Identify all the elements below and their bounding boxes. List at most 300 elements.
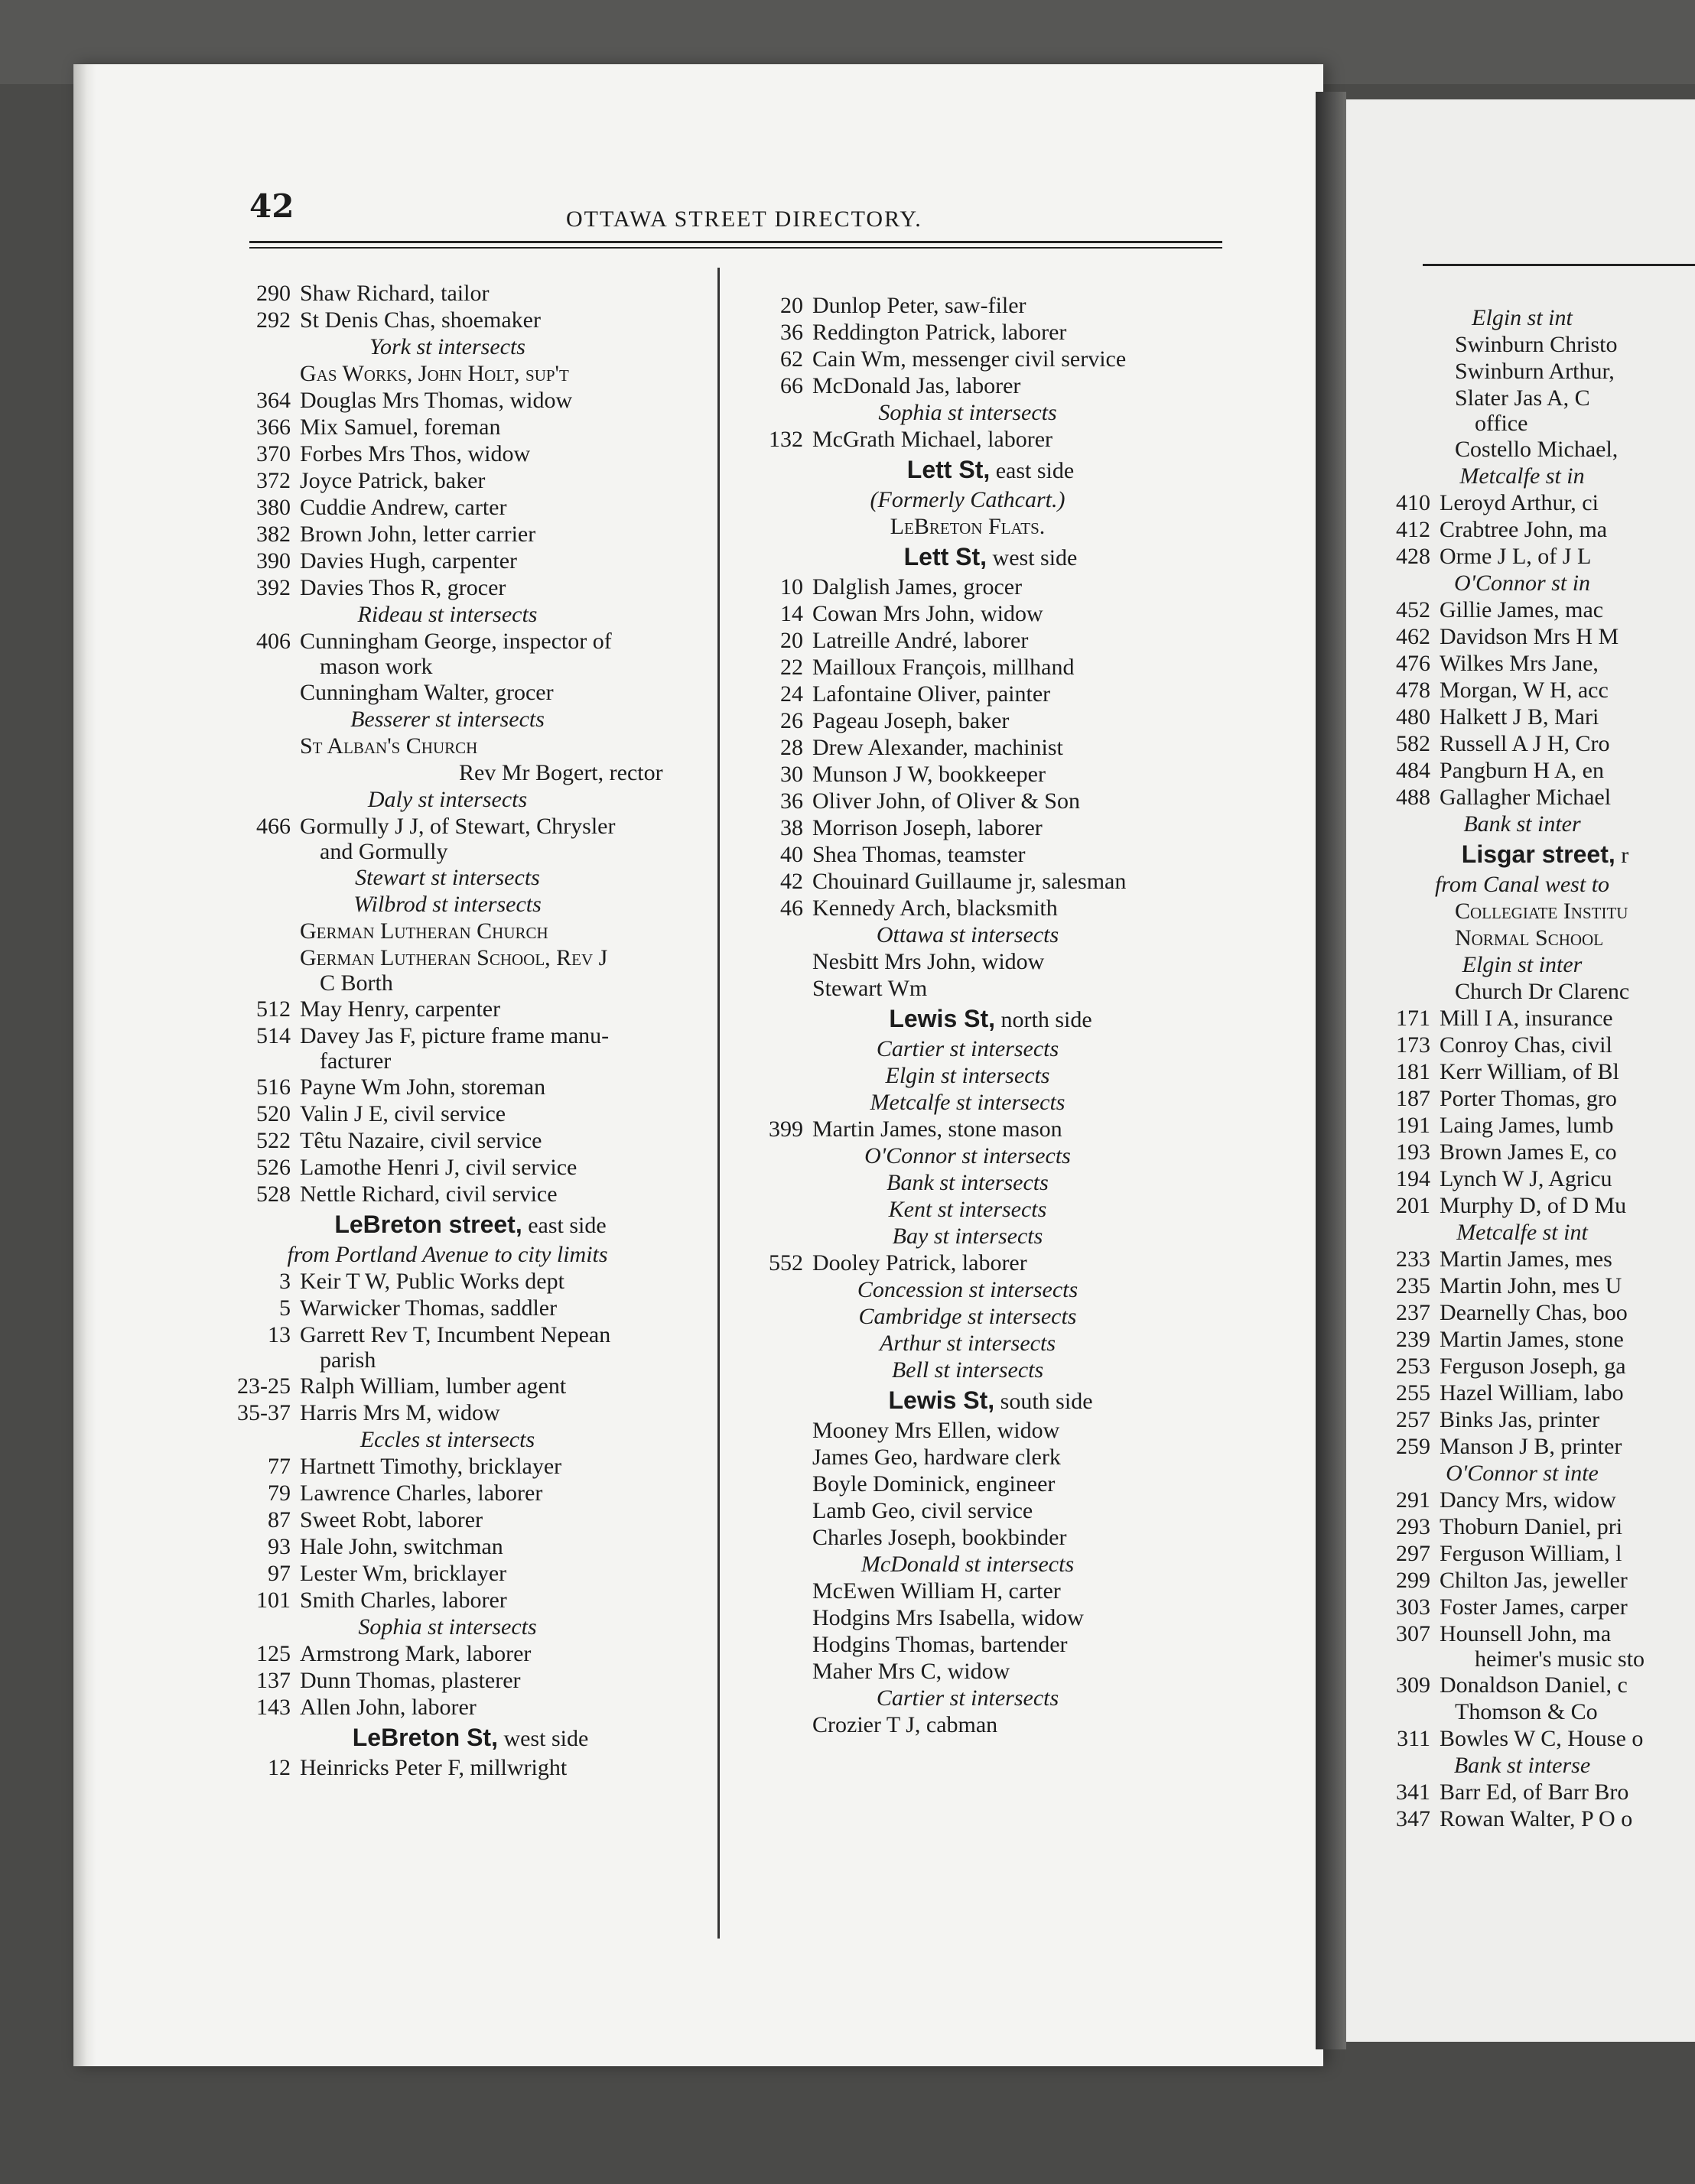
- street-heading: [742, 1383, 1239, 1417]
- resident-name: Hounsell John, ma: [1440, 1621, 1612, 1646]
- house-number: 476: [1396, 651, 1430, 676]
- resident-name: McGrath Michael, laborer: [812, 427, 1053, 452]
- resident-name: Bowles W C, House o: [1440, 1726, 1644, 1751]
- directory-entry: [229, 1667, 711, 1694]
- directory-entry: [1384, 436, 1695, 463]
- street-heading: [229, 1207, 711, 1241]
- house-number: 309: [1396, 1672, 1430, 1698]
- house-number: 22: [780, 655, 803, 680]
- house-number: 46: [780, 895, 803, 921]
- resident-name: Harris Mrs M, widow: [300, 1400, 500, 1425]
- house-number: 233: [1396, 1246, 1430, 1272]
- house-number: 79: [268, 1480, 291, 1506]
- resident-name: Brown James E, co: [1440, 1139, 1617, 1165]
- directory-entry: [229, 1480, 711, 1506]
- street-name: Lewis St,: [888, 1386, 995, 1414]
- street-name: Lisgar street,: [1461, 840, 1615, 868]
- house-number: 28: [780, 735, 803, 760]
- house-number: 488: [1396, 785, 1430, 810]
- resident-name: Charles Joseph, bookbinder: [812, 1525, 1067, 1550]
- resident-name: Lawrence Charles, laborer: [300, 1480, 543, 1506]
- intersection-note: [1384, 304, 1695, 331]
- resident-name: Heinricks Peter F, millwright: [300, 1755, 568, 1780]
- house-number: 173: [1396, 1032, 1430, 1058]
- directory-entry: [229, 1321, 711, 1348]
- resident-name: Crozier T J, cabman: [812, 1712, 998, 1737]
- directory-entry: [742, 1711, 1239, 1738]
- directory-entry: [229, 1533, 711, 1560]
- directory-entry: [1384, 1112, 1695, 1139]
- institution-name: St Alban's Church: [300, 733, 478, 759]
- resident-name: Martin James, stone mason: [812, 1116, 1062, 1142]
- directory-entry: [742, 627, 1239, 654]
- directory-entry: [742, 654, 1239, 681]
- directory-entry: [1384, 385, 1695, 411]
- directory-entry: [1384, 784, 1695, 811]
- resident-name: Rowan Walter, P O o: [1440, 1806, 1633, 1831]
- institution-detail: [229, 759, 711, 786]
- house-number: 514: [256, 1023, 291, 1048]
- resident-name: Conroy Chas, civil: [1440, 1032, 1612, 1058]
- intersection-text: Metcalfe st int: [1456, 1220, 1588, 1245]
- resident-name: Maher Mrs C, widow: [812, 1659, 1010, 1684]
- intersection-note: [742, 1551, 1239, 1578]
- directory-entry: [1384, 1406, 1695, 1433]
- resident-name: Allen John, laborer: [300, 1695, 477, 1720]
- directory-entry: [1384, 1620, 1695, 1647]
- intersection-note: [742, 1089, 1239, 1116]
- directory-entry: [229, 574, 711, 601]
- directory-entry: [742, 734, 1239, 761]
- resident-name: Morrison Joseph, laborer: [812, 815, 1043, 840]
- directory-entry: [229, 996, 711, 1022]
- resident-name: Smith Charles, laborer: [300, 1588, 507, 1613]
- intersection-text: Cambridge st intersects: [858, 1304, 1077, 1329]
- resident-name: Porter Thomas, gro: [1440, 1086, 1617, 1111]
- institution-name: Collegiate Institu: [1455, 899, 1628, 924]
- intersection-text: Ottawa st intersects: [876, 922, 1059, 947]
- directory-entry: [1384, 489, 1695, 516]
- resident-name: Crabtree John, ma: [1440, 517, 1608, 542]
- resident-name: Lynch W J, Agricu: [1440, 1166, 1612, 1191]
- intersection-text: Bank st interse: [1453, 1753, 1591, 1778]
- house-number: 292: [256, 307, 291, 333]
- resident-name: Hartnett Timothy, bricklayer: [300, 1454, 562, 1479]
- resident-name: Barr Ed, of Barr Bro: [1440, 1779, 1629, 1805]
- page-edge: [73, 64, 96, 2066]
- resident-name: Church Dr Clarenc: [1455, 979, 1630, 1004]
- street-side: west side: [497, 1726, 589, 1751]
- institution-entry: [229, 918, 711, 944]
- house-number: 23-25: [237, 1373, 291, 1399]
- house-number: 40: [780, 842, 803, 867]
- continuation-text: mason work: [320, 654, 433, 679]
- directory-entry: [1384, 677, 1695, 704]
- resident-name: Shea Thomas, teamster: [812, 842, 1026, 867]
- intersection-note: [742, 1357, 1239, 1383]
- header-rule: [249, 241, 1222, 243]
- house-number: 480: [1396, 704, 1430, 730]
- directory-entry: [742, 681, 1239, 707]
- directory-entry: [742, 1578, 1239, 1604]
- house-number: 406: [256, 629, 291, 654]
- institution-entry: [742, 513, 1239, 540]
- street-side: east side: [990, 458, 1075, 483]
- intersection-note: [1384, 871, 1695, 898]
- house-number: 143: [256, 1695, 291, 1720]
- house-number: 466: [256, 814, 291, 839]
- resident-name: Cunningham Walter, grocer: [300, 680, 554, 705]
- house-number: 171: [1396, 1006, 1430, 1031]
- house-number: 484: [1396, 758, 1430, 783]
- street-name: LeBreton street,: [334, 1211, 522, 1238]
- intersection-note: [1384, 570, 1695, 596]
- directory-entry: [742, 761, 1239, 788]
- directory-entry: [229, 307, 711, 333]
- resident-name: Orme J L, of J L: [1440, 544, 1592, 569]
- intersection-note: [229, 333, 711, 360]
- house-number: 382: [256, 522, 291, 547]
- house-number: 311: [1397, 1726, 1430, 1751]
- directory-entry: [742, 1116, 1239, 1142]
- intersection-note: [229, 786, 711, 813]
- intersection-text: Cartier st intersects: [876, 1685, 1059, 1711]
- directory-entry: [742, 1604, 1239, 1631]
- entry-continuation: [229, 971, 711, 996]
- directory-entry: [742, 1471, 1239, 1497]
- intersection-text: McDonald st intersects: [861, 1552, 1075, 1577]
- directory-entry: [229, 1268, 711, 1295]
- directory-entry: [1384, 1005, 1695, 1032]
- directory-entry: [229, 1587, 711, 1614]
- intersection-text: Rideau st intersects: [357, 602, 538, 627]
- intersection-note: [742, 921, 1239, 948]
- street-side: north side: [995, 1007, 1092, 1032]
- intersection-note: [742, 1223, 1239, 1250]
- directory-entry: [229, 628, 711, 655]
- resident-name: Brown John, letter carrier: [300, 522, 536, 547]
- house-number: 125: [256, 1641, 291, 1666]
- resident-name: Leroyd Arthur, ci: [1440, 490, 1599, 515]
- resident-name: Hodgins Mrs Isabella, widow: [812, 1605, 1084, 1630]
- house-number: 370: [256, 441, 291, 466]
- entry-continuation: [229, 1348, 711, 1373]
- directory-entry: [1384, 1058, 1695, 1085]
- resident-name: Joyce Patrick, baker: [300, 468, 486, 493]
- entry-continuation: [1384, 1647, 1695, 1672]
- directory-entry: [1384, 704, 1695, 730]
- institution-name: LeBreton Flats.: [890, 514, 1046, 539]
- resident-name: Laing James, lumb: [1440, 1113, 1614, 1138]
- resident-name: Thomson & Co: [1455, 1699, 1598, 1724]
- intersection-text: O'Connor st inte: [1446, 1461, 1599, 1486]
- directory-entry: [1384, 1032, 1695, 1058]
- house-number: 303: [1396, 1594, 1430, 1620]
- intersection-note: [742, 1142, 1239, 1169]
- entry-continuation: [229, 655, 711, 679]
- intersection-text: Kent st intersects: [888, 1197, 1047, 1222]
- intersection-text: Elgin st intersects: [885, 1063, 1050, 1088]
- intersection-text: Elgin st int: [1472, 305, 1573, 330]
- intersection-note: [1384, 811, 1695, 837]
- resident-name: Ferguson William, l: [1440, 1541, 1622, 1566]
- street-name: Lett St,: [903, 543, 987, 570]
- street-side: west side: [987, 545, 1078, 570]
- intersection-text: Elgin st inter: [1462, 952, 1583, 977]
- house-number: 132: [769, 427, 803, 452]
- house-number: 410: [1396, 490, 1430, 515]
- directory-entry: [742, 346, 1239, 372]
- directory-entry: [1384, 1433, 1695, 1460]
- running-head: OTTAWA STREET DIRECTORY.: [566, 206, 922, 232]
- book-gutter: [1316, 92, 1346, 2049]
- directory-entry: [1384, 623, 1695, 650]
- institution-name: Gas Works, John Holt, sup't: [300, 361, 569, 386]
- resident-name: Têtu Nazaire, civil service: [300, 1128, 542, 1153]
- house-number: 291: [1396, 1487, 1430, 1513]
- resident-name: Chilton Jas, jeweller: [1440, 1568, 1628, 1593]
- street-heading: [742, 453, 1239, 486]
- directory-entry: [742, 292, 1239, 319]
- street-side: south side: [994, 1389, 1093, 1414]
- institution-entry: [229, 733, 711, 759]
- directory-entry: [229, 467, 711, 494]
- resident-name: McEwen William H, carter: [812, 1578, 1061, 1604]
- directory-entry: [1384, 1353, 1695, 1380]
- directory-entry: [1384, 596, 1695, 623]
- directory-entry: [1384, 1192, 1695, 1219]
- intersection-note: [742, 1196, 1239, 1223]
- intersection-text: from Portland Avenue to city limits: [287, 1242, 608, 1267]
- resident-name: Dearnelly Chas, boo: [1440, 1300, 1628, 1325]
- column-divider: [717, 268, 720, 1939]
- house-number: 42: [780, 869, 803, 894]
- resident-name: Wilkes Mrs Jane,: [1440, 651, 1599, 676]
- house-number: 93: [268, 1534, 291, 1559]
- continuation-text: parish: [320, 1347, 376, 1373]
- directory-entry: [229, 548, 711, 574]
- resident-name: Boyle Dominick, engineer: [812, 1471, 1056, 1497]
- resident-name: Manson J B, printer: [1440, 1434, 1622, 1459]
- resident-name: Davidson Mrs H M: [1440, 624, 1619, 649]
- resident-name: Reddington Patrick, laborer: [812, 320, 1067, 345]
- directory-entry: [742, 868, 1239, 895]
- house-number: 30: [780, 762, 803, 787]
- resident-name: Gillie James, mac: [1440, 597, 1604, 622]
- intersection-text: Metcalfe st in: [1459, 463, 1585, 489]
- intersection-text: O'Connor st intersects: [864, 1143, 1071, 1168]
- directory-entry: [1384, 1805, 1695, 1832]
- house-number: 10: [780, 574, 803, 600]
- directory-entry: [742, 1444, 1239, 1471]
- directory-entry: [1384, 1672, 1695, 1698]
- resident-name: May Henry, carpenter: [300, 996, 501, 1022]
- resident-name: Stewart Wm: [812, 976, 928, 1001]
- house-number: 390: [256, 548, 291, 574]
- house-number: 97: [268, 1561, 291, 1586]
- house-number: 259: [1396, 1434, 1430, 1459]
- house-number: 26: [780, 708, 803, 733]
- institution-entry: [1384, 898, 1695, 925]
- resident-name: Cowan Mrs John, widow: [812, 601, 1043, 626]
- resident-name: Russell A J H, Cro: [1440, 731, 1610, 756]
- intersection-note: [229, 1241, 711, 1268]
- directory-entry: [1384, 1540, 1695, 1567]
- directory-entry: [1384, 1487, 1695, 1513]
- house-number: 512: [256, 996, 291, 1022]
- house-number: 38: [780, 815, 803, 840]
- house-number: 201: [1396, 1193, 1430, 1218]
- house-number: 235: [1396, 1273, 1430, 1298]
- resident-name: Kerr William, of Bl: [1440, 1059, 1619, 1084]
- directory-entry: [229, 414, 711, 440]
- directory-entry: [229, 1295, 711, 1321]
- house-number: 307: [1396, 1621, 1430, 1646]
- directory-entry: [742, 426, 1239, 453]
- resident-name: Ralph William, lumber agent: [300, 1373, 567, 1399]
- resident-name: Davies Thos R, grocer: [300, 575, 506, 600]
- continuation-text: and Gormully: [320, 839, 448, 864]
- house-number: 297: [1396, 1541, 1430, 1566]
- resident-name: Gallagher Michael: [1440, 785, 1612, 810]
- house-number: 12: [268, 1755, 291, 1780]
- intersection-text: Daly st intersects: [367, 787, 528, 812]
- directory-entry: [229, 1181, 711, 1207]
- resident-name: Warwicker Thomas, saddler: [300, 1295, 558, 1321]
- street-name: Lett St,: [906, 456, 991, 483]
- continuation-text: heimer's music sto: [1475, 1646, 1645, 1672]
- institution-name: German Lutheran Church: [300, 918, 548, 944]
- resident-name: Costello Michael,: [1455, 437, 1619, 462]
- intersection-text: Bell st intersects: [891, 1357, 1044, 1383]
- house-number: 257: [1396, 1407, 1430, 1432]
- continuation-text: facturer: [320, 1048, 392, 1074]
- intersection-note: [1384, 1460, 1695, 1487]
- directory-entry: [742, 1631, 1239, 1658]
- resident-name: Garrett Rev T, Incumbent Nepean: [300, 1322, 611, 1347]
- directory-entry: [229, 679, 711, 706]
- resident-name: Lester Wm, bricklayer: [300, 1561, 507, 1586]
- directory-entry: [229, 1399, 711, 1426]
- directory-entry: [229, 813, 711, 840]
- resident-name: Mailloux François, millhand: [812, 655, 1075, 680]
- intersection-note: [1384, 463, 1695, 489]
- intersection-note: [742, 1276, 1239, 1303]
- directory-entry: [742, 975, 1239, 1002]
- house-number: 13: [268, 1322, 291, 1347]
- directory-entry: [1384, 1380, 1695, 1406]
- entry-continuation: [229, 840, 711, 864]
- resident-name: Lafontaine Oliver, painter: [812, 681, 1051, 707]
- resident-name: Dunn Thomas, plasterer: [300, 1668, 521, 1693]
- directory-entry: [742, 841, 1239, 868]
- intersection-note: [229, 1426, 711, 1453]
- resident-name: Chouinard Guillaume jr, salesman: [812, 869, 1127, 894]
- resident-name: Ferguson Joseph, ga: [1440, 1354, 1626, 1379]
- intersection-note: [1384, 1219, 1695, 1246]
- intersection-note: [742, 1062, 1239, 1089]
- house-number: 366: [256, 414, 291, 440]
- directory-entry: [229, 387, 711, 414]
- directory-entry: [229, 1373, 711, 1399]
- intersection-text: O'Connor st in: [1453, 570, 1591, 596]
- intersection-text: Wilbrod st intersects: [353, 892, 542, 917]
- directory-entry: [742, 788, 1239, 814]
- house-number: 239: [1396, 1327, 1430, 1352]
- intersection-text: Sophia st intersects: [358, 1614, 537, 1640]
- resident-name: Cuddie Andrew, carter: [300, 495, 507, 520]
- intersection-text: (Formerly Cathcart.): [870, 487, 1065, 512]
- resident-name: Morgan, W H, acc: [1440, 678, 1609, 703]
- institution-entry: [1384, 925, 1695, 951]
- institution-entry: [229, 360, 711, 387]
- intersection-note: [742, 1330, 1239, 1357]
- house-number: 237: [1396, 1300, 1430, 1325]
- street-side: east side: [522, 1213, 607, 1238]
- house-number: 20: [780, 293, 803, 318]
- right-column: [1384, 304, 1695, 1832]
- resident-name: Murphy D, of D Mu: [1440, 1193, 1627, 1218]
- directory-entry: [229, 494, 711, 521]
- house-number: 380: [256, 495, 291, 520]
- directory-entry: [742, 895, 1239, 921]
- directory-entry: [742, 948, 1239, 975]
- house-number: 255: [1396, 1380, 1430, 1406]
- directory-entry: [1384, 358, 1695, 385]
- house-number: 522: [256, 1128, 291, 1153]
- resident-name: Davey Jas F, picture frame manu-: [300, 1023, 610, 1048]
- directory-entry: [1384, 1165, 1695, 1192]
- resident-name: Halkett J B, Mari: [1440, 704, 1599, 730]
- resident-name: Lamb Geo, civil service: [812, 1498, 1033, 1523]
- directory-entry: [742, 1497, 1239, 1524]
- resident-name: Martin James, stone: [1440, 1327, 1624, 1352]
- intersection-note: [229, 891, 711, 918]
- resident-name: Shaw Richard, tailor: [300, 281, 490, 306]
- intersection-text: Concession st intersects: [857, 1277, 1078, 1302]
- directory-entry: [229, 1154, 711, 1181]
- house-number: 253: [1396, 1354, 1430, 1379]
- house-number: 101: [256, 1588, 291, 1613]
- house-number: 452: [1396, 597, 1430, 622]
- directory-entry: [1384, 1567, 1695, 1594]
- street-name: Lewis St,: [889, 1005, 996, 1032]
- intersection-note: [229, 706, 711, 733]
- institution-name: Normal School: [1455, 925, 1604, 951]
- house-number: 516: [256, 1074, 291, 1100]
- intersection-note: [742, 1035, 1239, 1062]
- resident-name: Forbes Mrs Thos, widow: [300, 441, 531, 466]
- entry-continuation: [1384, 411, 1695, 436]
- page-number: 42: [249, 187, 294, 225]
- house-number: 62: [780, 346, 803, 372]
- resident-name: Davies Hugh, carpenter: [300, 548, 518, 574]
- intersection-text: Bank st inter: [1463, 811, 1581, 837]
- street-heading: [1384, 837, 1695, 871]
- continuation-text: office: [1475, 411, 1528, 436]
- resident-name: Slater Jas A, C: [1455, 385, 1590, 411]
- resident-name: Kennedy Arch, blacksmith: [812, 895, 1058, 921]
- middle-column: [742, 292, 1239, 1738]
- intersection-text: Sophia st intersects: [878, 400, 1057, 425]
- resident-name: Sweet Robt, laborer: [300, 1507, 483, 1532]
- intersection-note: [1384, 951, 1695, 978]
- house-number: 528: [256, 1181, 291, 1207]
- detail-text: Rev Mr Bogert, rector: [459, 760, 663, 785]
- resident-name: Latreille André, laborer: [812, 628, 1029, 653]
- intersection-text: Stewart st intersects: [355, 865, 540, 890]
- directory-entry: [1384, 516, 1695, 543]
